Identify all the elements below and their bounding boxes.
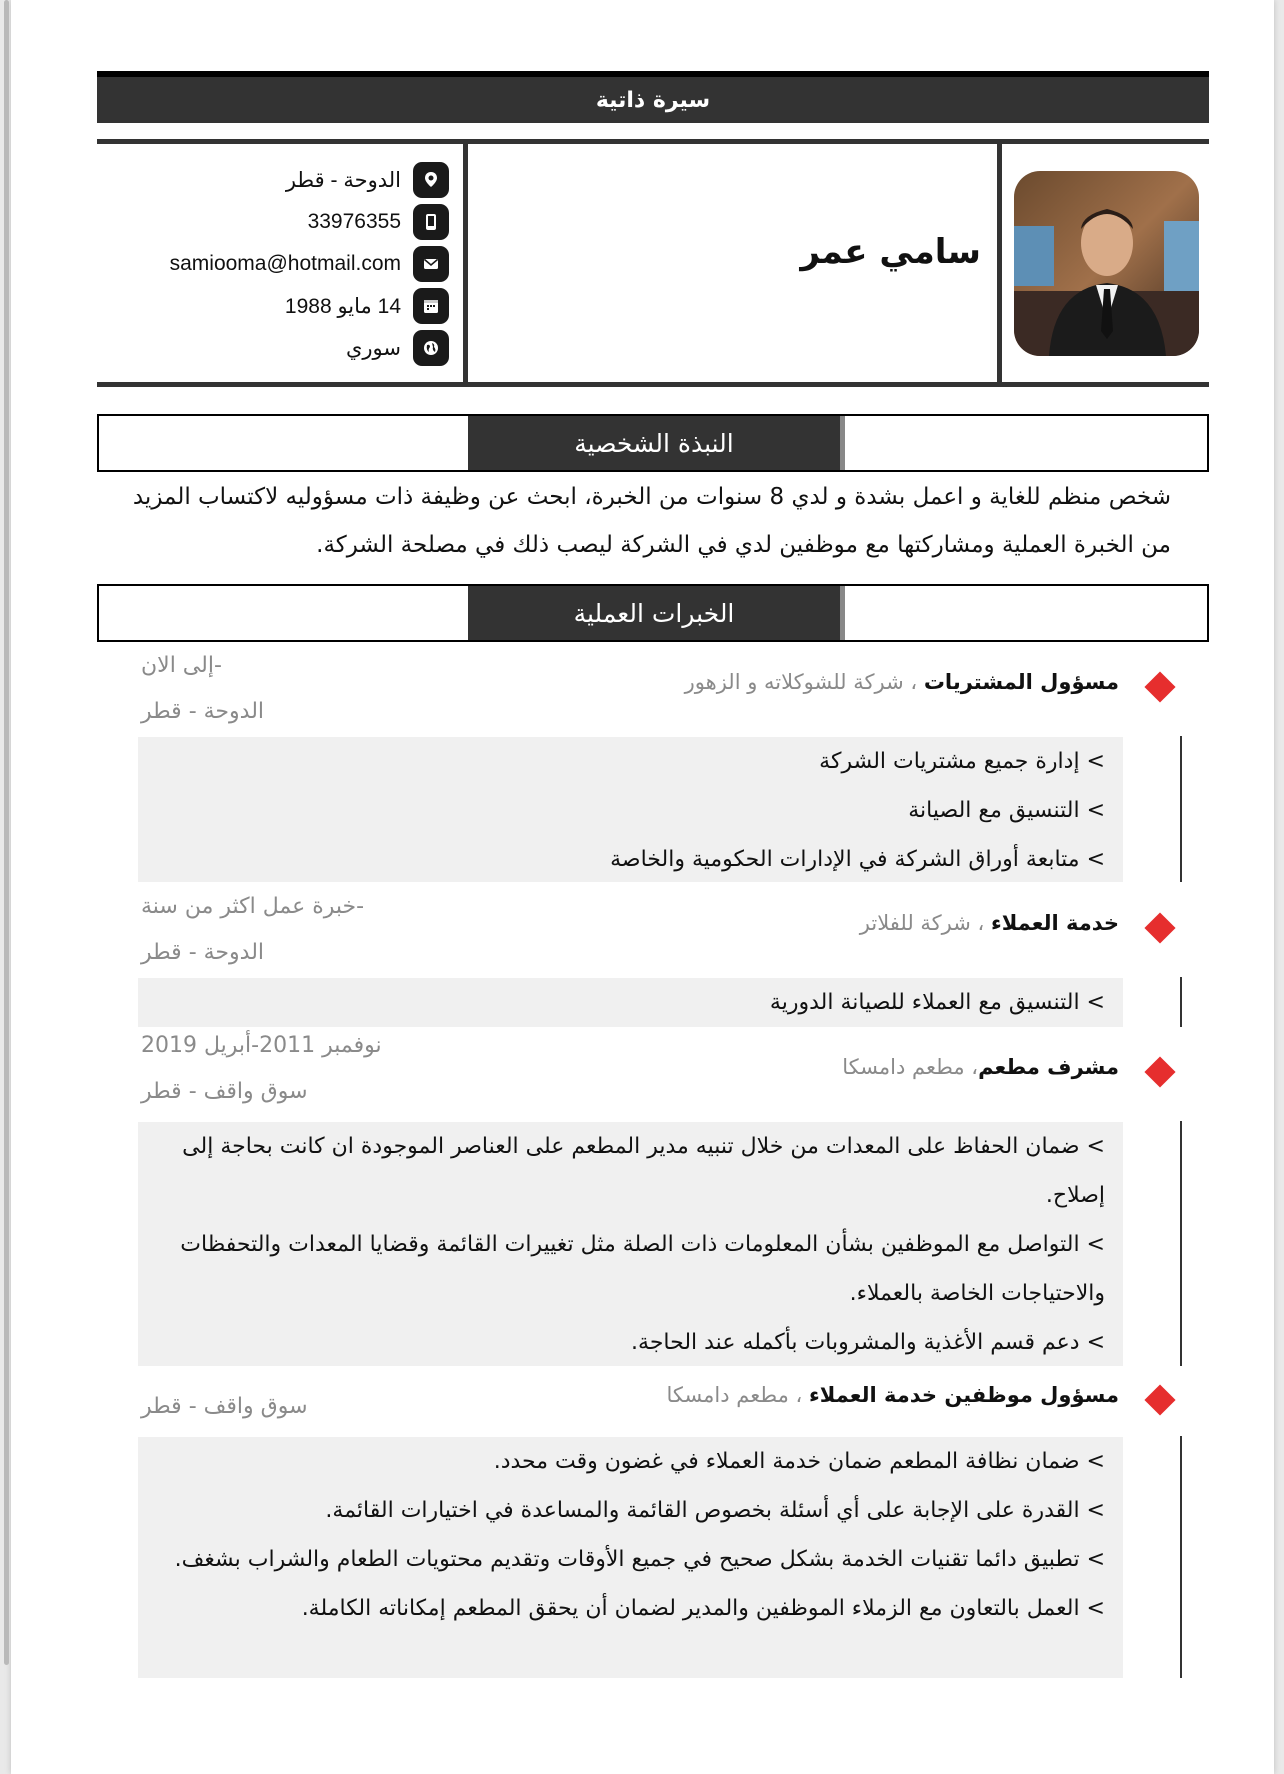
duty-item: > إدارة جميع مشتريات الشركة: [819, 749, 1105, 774]
job-meta: [141, 1384, 501, 1430]
full-name: سامي عمر: [800, 232, 981, 272]
job-period: -خبرة عمل اكثر من سنة: [141, 894, 365, 919]
job-position: مسؤول المشتريات: [923, 670, 1119, 694]
mobile-phone-icon: [413, 204, 449, 240]
name-cell: [463, 144, 997, 382]
job-timeline-line: [1180, 977, 1182, 1027]
job-meta: [141, 884, 501, 976]
profile-photo: [1014, 171, 1199, 356]
job-period: -إلى الان: [141, 653, 222, 678]
diamond-bullet-icon: [1144, 1056, 1175, 1087]
job-location: الدوحة - قطر: [141, 940, 265, 965]
job-period: نوفمبر 2011-أبريل 2019: [141, 1033, 382, 1058]
resume-page: [11, 0, 1274, 1774]
profile-summary: شخص منظم للغاية و اعمل بشدة و لدي 8 سنوات من الخبرة، ابحث عن وظيفة ذات مسؤوليه لاكتساب المزيد من الخبرة العملية ومشاركتها مع موظفين لدي في الشركة ليصب ذلك في مصلحة الشركة.: [132, 484, 1171, 558]
diamond-bullet-icon: [1144, 1384, 1175, 1415]
resume-title: سيرة ذاتية: [97, 71, 1209, 123]
contact-email-text[interactable]: samiooma@hotmail.com: [169, 252, 401, 275]
job-position: مسؤول موظفين خدمة العملاء: [809, 1383, 1119, 1407]
duty-item: > التواصل مع الموظفين بشأن المعلومات ذات الصلة مثل تغييرات القائمة وقضايا المعدات والتحفظات والاحتياجات الخاصة بالعملاء.: [180, 1232, 1105, 1306]
duty-item: > التنسيق مع الصيانة: [908, 798, 1105, 823]
envelope-icon: [413, 246, 449, 282]
duty-item: > متابعة أوراق الشركة في الإدارات الحكومية والخاصة: [610, 847, 1105, 872]
job-location: الدوحة - قطر: [141, 699, 265, 724]
contact-birthdate-text: 14 مايو 1988: [284, 294, 401, 318]
contact-location-text: الدوحة - قطر: [285, 168, 401, 192]
job-timeline-line: [1180, 736, 1182, 882]
contact-list: [97, 144, 463, 382]
job-timeline-line: [1180, 1121, 1182, 1366]
job-duties: [138, 1122, 1123, 1366]
contact-phone: [308, 204, 449, 240]
job-position: مشرف مطعم: [978, 1055, 1119, 1079]
section-title-profile: النبذة الشخصية: [468, 416, 845, 470]
duty-item: > ضمان الحفاظ على المعدات من خلال تنبيه مدير المطعم على العناصر الموجودة ان كانت بحاجة إلى إصلاح.: [182, 1134, 1105, 1208]
job-title: [685, 670, 1119, 694]
calendar-icon: [413, 288, 449, 324]
job-title: [860, 911, 1119, 935]
job-duties: [138, 978, 1123, 1027]
header-block: [97, 139, 1209, 387]
contact-location: [286, 162, 449, 198]
job-duties: [138, 1437, 1123, 1678]
diamond-bullet-icon: [1144, 912, 1175, 943]
section-title-experience: الخبرات العملية: [468, 586, 845, 640]
contact-nationality: [346, 330, 449, 366]
scrollbar[interactable]: [4, 0, 9, 1665]
globe-icon: [413, 330, 449, 366]
job-title: [842, 1055, 1119, 1079]
job-company: ، شركة للفلاتر: [859, 911, 991, 935]
photo-cell: [997, 144, 1209, 382]
location-pin-icon: [413, 162, 449, 198]
job-meta: [141, 1023, 501, 1115]
duty-item: > العمل بالتعاون مع الزملاء الموظفين والمدير لضمان أن يحقق المطعم إمكاناته الكاملة.: [301, 1596, 1105, 1621]
duty-item: > ضمان نظافة المطعم ضمان خدمة العملاء في غضون وقت محدد.: [493, 1449, 1105, 1474]
job-position: خدمة العملاء: [990, 911, 1119, 935]
contact-nationality-text: سوري: [345, 336, 401, 360]
duty-item: > تطبيق دائما تقنيات الخدمة بشكل صحيح في جميع الأوقات وتقديم محتويات الطعام والشراب بشغف.: [174, 1547, 1105, 1572]
job-meta: [141, 643, 501, 735]
job-company: ، مطعم دامسكا: [842, 1055, 979, 1079]
job-company: ، شركة للشوكلاته و الزهور: [684, 670, 924, 694]
job-location: سوق واقف - قطر: [141, 1394, 308, 1419]
duty-item: > دعم قسم الأغذية والمشروبات بأكمله عند الحاجة.: [631, 1330, 1105, 1355]
contact-email: [170, 246, 449, 282]
job-company: ، مطعم دامسكا: [666, 1383, 810, 1407]
contact-phone-text[interactable]: 33976355: [307, 210, 401, 233]
diamond-bullet-icon: [1144, 671, 1175, 702]
job-location: سوق واقف - قطر: [141, 1079, 308, 1104]
section-header-experience: [97, 584, 1209, 642]
contact-birthdate: [285, 288, 449, 324]
job-duties: [138, 737, 1123, 882]
job-title: [666, 1383, 1119, 1407]
section-header-profile: [97, 414, 1209, 472]
duty-item: > التنسيق مع العملاء للصيانة الدورية: [769, 990, 1105, 1015]
job-timeline-line: [1180, 1436, 1182, 1678]
duty-item: > القدرة على الإجابة على أي أسئلة بخصوص القائمة والمساعدة في اختيارات القائمة.: [325, 1498, 1105, 1523]
